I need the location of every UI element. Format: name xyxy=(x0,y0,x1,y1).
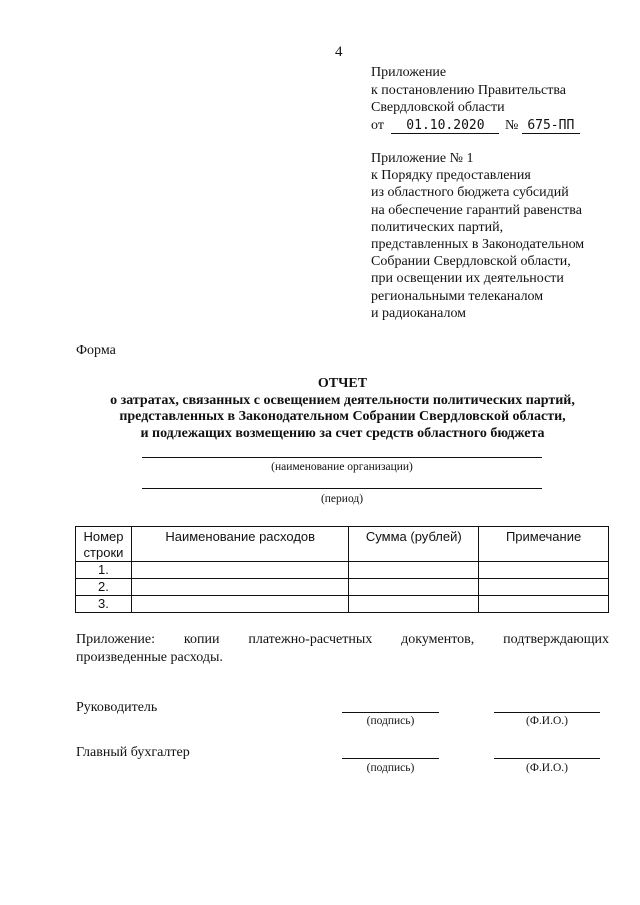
appendix-line: Собрании Свердловской области, xyxy=(371,254,571,270)
head-signature-caption: (подпись) xyxy=(366,715,415,727)
resolution-date: 01.10.2020 xyxy=(391,118,499,134)
resolution-reference xyxy=(371,64,621,134)
organization-line[interactable] xyxy=(142,457,542,458)
page-number: 4 xyxy=(335,44,343,60)
accountant-label: Главный бухгалтер xyxy=(76,745,190,760)
header-line-1: Приложение xyxy=(371,65,447,80)
column-header: Наименование расходов xyxy=(131,527,349,562)
appendix-reference xyxy=(371,150,584,322)
row-number: 3. xyxy=(76,596,132,613)
header-line-2: к постановлению Правительства xyxy=(371,82,567,98)
note-cell[interactable] xyxy=(479,596,609,613)
appendix-line: Приложение № 1 xyxy=(371,151,474,166)
accountant-name-line[interactable] xyxy=(494,758,600,759)
expense-name-cell[interactable] xyxy=(131,562,349,579)
appendix-line: и радиоканалом xyxy=(371,305,467,321)
header-line-3: Свердловской области xyxy=(371,100,505,116)
amount-cell[interactable] xyxy=(349,596,479,613)
column-header: Примечание xyxy=(479,527,609,562)
table-row xyxy=(76,579,609,596)
resolution-number: 675-ПП xyxy=(522,118,580,134)
table-header-row xyxy=(76,527,609,562)
period-caption: (период) xyxy=(320,493,364,505)
attachment-line-1: Приложение: копии платежно-расчетных документов, подтверждающих xyxy=(76,632,609,647)
appendix-line: из областного бюджета субсидий xyxy=(371,185,569,201)
date-prefix: от xyxy=(371,117,384,133)
report-heading: ОТЧЕТ xyxy=(317,376,368,391)
appendix-line: политических партий, xyxy=(371,219,504,235)
report-subtitle-1: о затратах, связанных с освещением деятельности политических партий, xyxy=(110,392,575,408)
note-cell[interactable] xyxy=(479,562,609,579)
appendix-line: представленных в Законодательном xyxy=(371,237,585,253)
accountant-signature-caption: (подпись) xyxy=(366,762,415,774)
header-date-row xyxy=(371,117,621,135)
costs-table xyxy=(75,526,609,613)
table-row xyxy=(76,562,609,579)
head-signature-line[interactable] xyxy=(342,712,439,713)
row-number: 1. xyxy=(76,562,132,579)
period-line[interactable] xyxy=(142,488,542,489)
number-prefix: № xyxy=(504,117,519,133)
table-row xyxy=(76,596,609,613)
expense-name-cell[interactable] xyxy=(131,579,349,596)
column-header: Сумма (рублей) xyxy=(349,527,479,562)
report-subtitle-3: и подлежащих возмещению за счет средств областного бюджета xyxy=(140,425,545,441)
amount-cell[interactable] xyxy=(349,562,479,579)
accountant-name-caption: (Ф.И.О.) xyxy=(526,762,568,774)
report-title xyxy=(60,376,625,442)
head-name-line[interactable] xyxy=(494,712,600,713)
appendix-line: к Порядку предоставления xyxy=(371,168,531,184)
accountant-signature-line[interactable] xyxy=(342,758,439,759)
organization-caption: (наименование организации) xyxy=(271,461,413,473)
appendix-line: при освещении их деятельности xyxy=(371,271,564,287)
form-label: Форма xyxy=(76,343,116,358)
report-subtitle-2: представленных в Законодательном Собрании Свердловской области, xyxy=(119,409,566,424)
appendix-line: на обеспечение гарантий равенства xyxy=(371,202,582,218)
head-name-caption: (Ф.И.О.) xyxy=(526,715,568,727)
column-header: Номер строки xyxy=(76,527,132,562)
amount-cell[interactable] xyxy=(349,579,479,596)
expense-name-cell[interactable] xyxy=(131,596,349,613)
attachment-line-2: произведенные расходы. xyxy=(76,650,223,665)
row-number: 2. xyxy=(76,579,132,596)
note-cell[interactable] xyxy=(479,579,609,596)
head-label: Руководитель xyxy=(76,700,158,715)
appendix-line: региональными телеканалом xyxy=(371,288,544,304)
